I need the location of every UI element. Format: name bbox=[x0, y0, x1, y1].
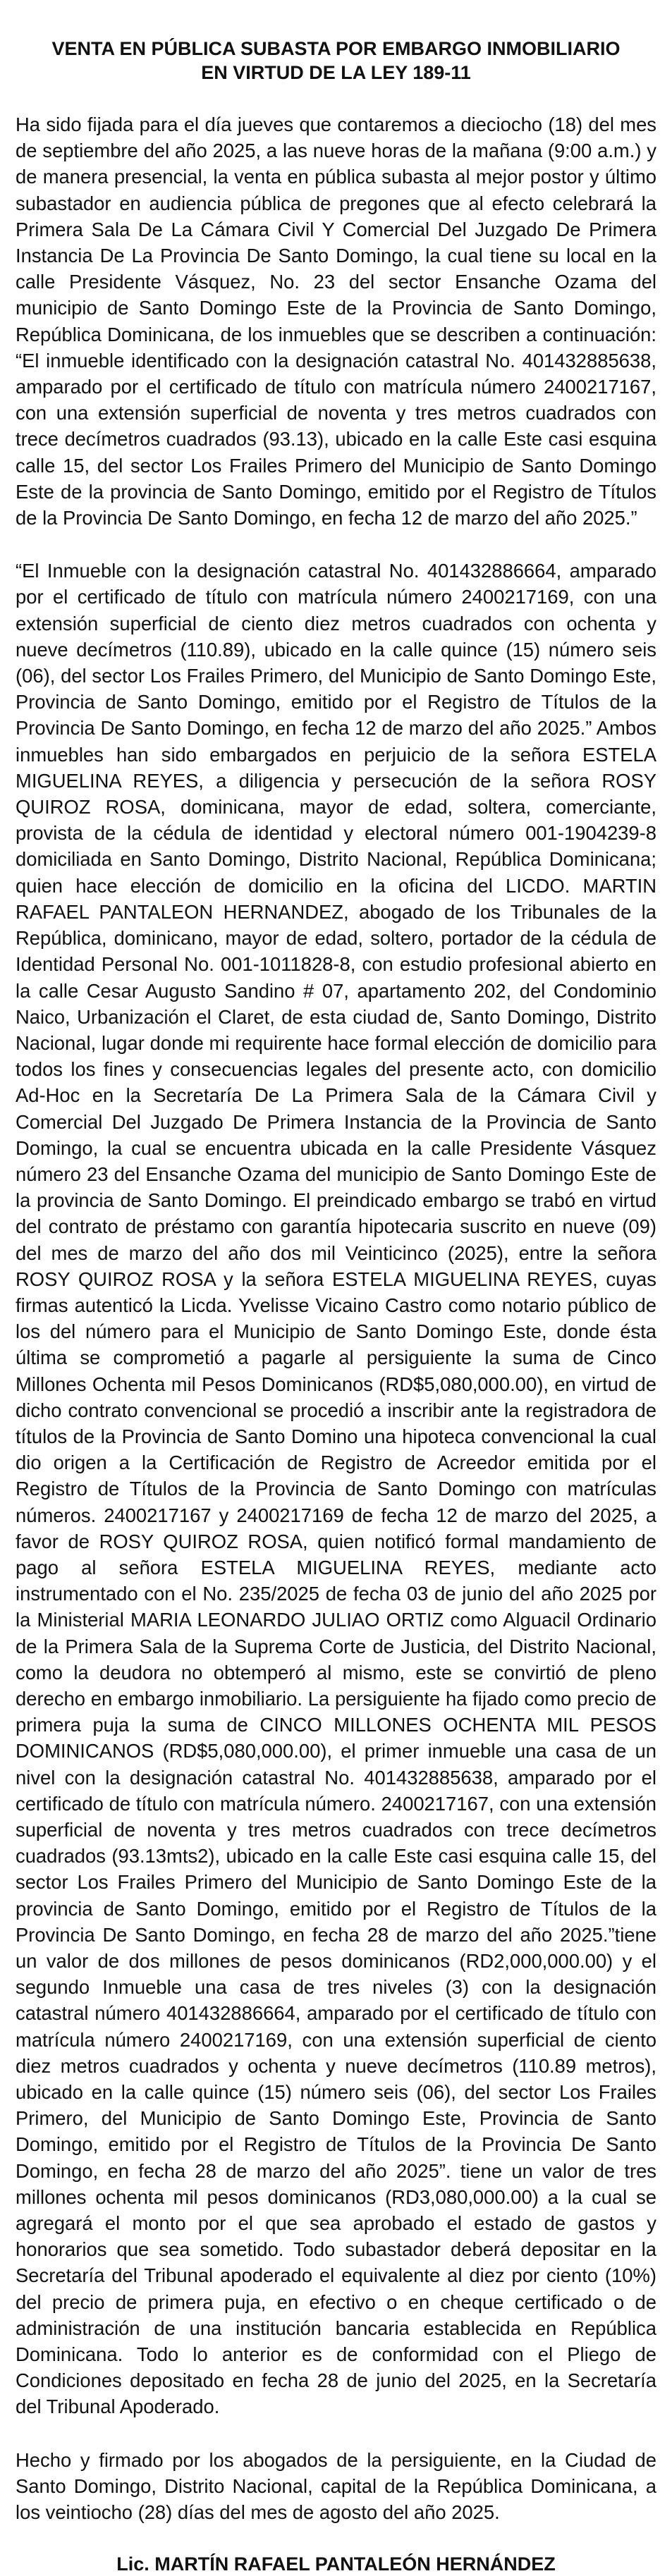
auction-announcement-paragraph: Ha sido fijada para el día jueves que contaremos a dieciocho (18) del mes de septiembre del año 2025, a las nueve horas de la mañana (9:00 a.m.) y de manera presencial, la venta en pública subasta al mejor postor y último subastador en audiencia pública de pregones que al efecto celebrará la Primera Sala De La Cámara Civil Y Comercial Del Juzgado De Primera Instancia De La Provincia De Santo Domingo, la cual tiene su local en la calle Presidente Vásquez, No. 23 del sector Ensanche Ozama del municipio de Santo Domingo Este de la Provincia de Santo Domingo, República Dominicana, de los inmuebles que se describen a continuación: “El inmueble identificado con la designación catastral No. 401432885638, amparado por el certificado de título con matrícula número 2400217167, con una extensión superficial de noventa y tres metros cuadrados con trece decímetros cuadrados (93.13), ubicado en la calle Este casi esquina calle 15, del sector Los Frailes Primero del Municipio de Santo Domingo Este de la provincia de Santo Domingo, emitido por el Registro de Títulos de la Provincia De Santo Domingo, en fecha 12 de marzo del año 2025.” bbox=[16, 114, 656, 529]
notice-title-line-1: VENTA EN PÚBLICA SUBASTA POR EMBARGO INMOBILIARIO bbox=[51, 38, 621, 59]
attorney-signature: Lic. MARTÍN RAFAEL PANTALEÓN HERNÁNDEZ bbox=[116, 2553, 556, 2575]
notice-title bbox=[16, 37, 656, 85]
property-and-embargo-details-paragraph: “El Inmueble con la designación catastral No. 401432886664, amparado por el certificado de título con matrícula número 2400217169, con una extensión superficial de ciento diez metros cuadrados con ochenta y nueve decímetros (110.89), ubicado en la calle quince (15) número seis (06), del sector Los Frailes Primero, del Municipio de Santo Domingo Este, Provincia de Santo Domingo, emitido por el Registro de Títulos de la Provincia De Santo Domingo, en fecha 12 de marzo del año 2025.” Ambos inmuebles han sido embargados en perjuicio de la señora ESTELA MIGUELINA REYES, a diligencia y persecución de la señora ROSY QUIROZ ROSA, dominicana, mayor de edad, soltera, comerciante, provista de la cédula de identidad y electoral número 001-1904239-8 domiciliada en Santo Domingo, Distrito Nacional, República Dominicana; quien hace elección de domicilio en la oficina del LICDO. MARTIN RAFAEL PANTALEON HERNANDEZ, abogado de los Tribunales de la República, dominicano, mayor de edad, soltero, portador de la cédula de Identidad Personal No. 001-1011828-8, con estudio profesional abierto en la calle Cesar Augusto Sandino # 07, apartamento 202, del Condominio Naico, Urbanización el Claret, de esta ciudad de, Santo Domingo, Distrito Nacional, lugar donde mi requirente hace formal elección de domicilio para todos los fines y consecuencias legales del presente acto, con domicilio Ad-Hoc en la Secretaría De La Primera Sala de la Cámara Civil y Comercial Del Juzgado De Primera Instancia de la Provincia de Santo Domingo, la cual se encuentra ubicada en la calle Presidente Vásquez número 23 del Ensanche Ozama del municipio de Santo Domingo Este de la provincia de Santo Domingo. El preindicado embargo se trabó en virtud del contrato de préstamo con garantía hipotecaria suscrito en nueve (09) del mes de marzo del año dos mil Veinticinco (2025), entre la señora ROSY QUIROZ ROSA y la señora ESTELA MIGUELINA REYES, cuyas firmas autenticó la Licda. Yvelisse Vicaino Castro como notario público de los del número para el Municipio de Santo Domingo Este, donde ésta última se comprometió a pagarle al persiguiente la suma de Cinco Millones Ochenta mil Pesos Dominicanos (RD$5,080,000.00), en virtud de dicho contrato convencional se procedió a inscribir ante la registradora de títulos de la Provincia de Santo Domino una hipoteca convencional la cual dio origen a la Certificación de Registro de Acreedor emitida por el Registro de Títulos de la Provincia de Santo Domingo con matrículas números. 2400217167 y 2400217169 de fecha 12 de marzo del 2025, a favor de ROSY QUIROZ ROSA, quien notificó formal mandamiento de pago al señora ESTELA MIGUELINA REYES, mediante acto instrumentado con el No. 235/2025 de fecha 03 de junio del año 2025 por la Ministerial MARIA LEONARDO JULIAO ORTIZ como Alguacil Ordinario de la Primera Sala de la Suprema Corte de Justicia, del Distrito Nacional, como la deudora no obtemperó al mismo, este se convirtió de pleno derecho en embargo inmobiliario. La persiguiente ha fijado como precio de primera puja la suma de CINCO MILLONES OCHENTA MIL PESOS DOMINICANOS (RD$5,080,000.00), el primer inmueble una casa de un nivel con la designación catastral No. 401432885638, amparado por el certificado de título con matrícula número. 2400217167, con una extensión superficial de noventa y tres metros cuadrados con trece decímetros cuadrados (93.13mts2), ubicado en la calle Este casi esquina calle 15, del sector Los Frailes Primero del Municipio de Santo Domingo Este de la provincia de Santo Domingo, emitido por el Registro de Títulos de la Provincia De Santo Domingo, en fecha 28 de marzo del año 2025.”tiene un valor de dos millones de pesos dominicanos (RD2,000,000.00) y el segundo Inmueble una casa de tres niveles (3) con la designación catastral número 401432886664, amparado por el certificado de título con matrícula número 2400217169, con una extensión superficial de ciento diez metros cuadrados y ochenta y nueve decímetros (110.89 metros), ubicado en la calle quince (15) número seis (06), del sector Los Frailes Primero, del Municipio de Santo Domingo Este, Provincia de Santo Domingo, emitido por el Registro de Títulos de la Provincia De Santo Domingo, en fecha 28 de marzo del año 2025”. tiene un valor de tres millones ochenta mil pesos dominicanos (RD3,080,000.00) a la cual se agregará el monto por el que sea aprobado el estado de gastos y honorarios que sea sometido. Todo subastador deberá depositar en la Secretaría del Tribunal apoderado el equivalente al diez por ciento (10%) del precio de primera puja, en efectivo o en cheque certificado o de administración de una institución bancaria establecida en República Dominicana. Todo lo anterior es de conformidad con el Pliego de Condiciones depositado en fecha 28 de junio del 2025, en la Secretaría del Tribunal Apoderado. bbox=[16, 560, 656, 2418]
signing-statement-paragraph: Hecho y firmado por los abogados de la persiguiente, en la Ciudad de Santo Domingo, Distrito Nacional, capital de la República Dominicana, a los veintiocho (28) días del mes de agosto del año 2025. bbox=[16, 2448, 656, 2524]
notice-title-line-2: EN VIRTUD DE LA LEY 189-11 bbox=[201, 62, 471, 83]
